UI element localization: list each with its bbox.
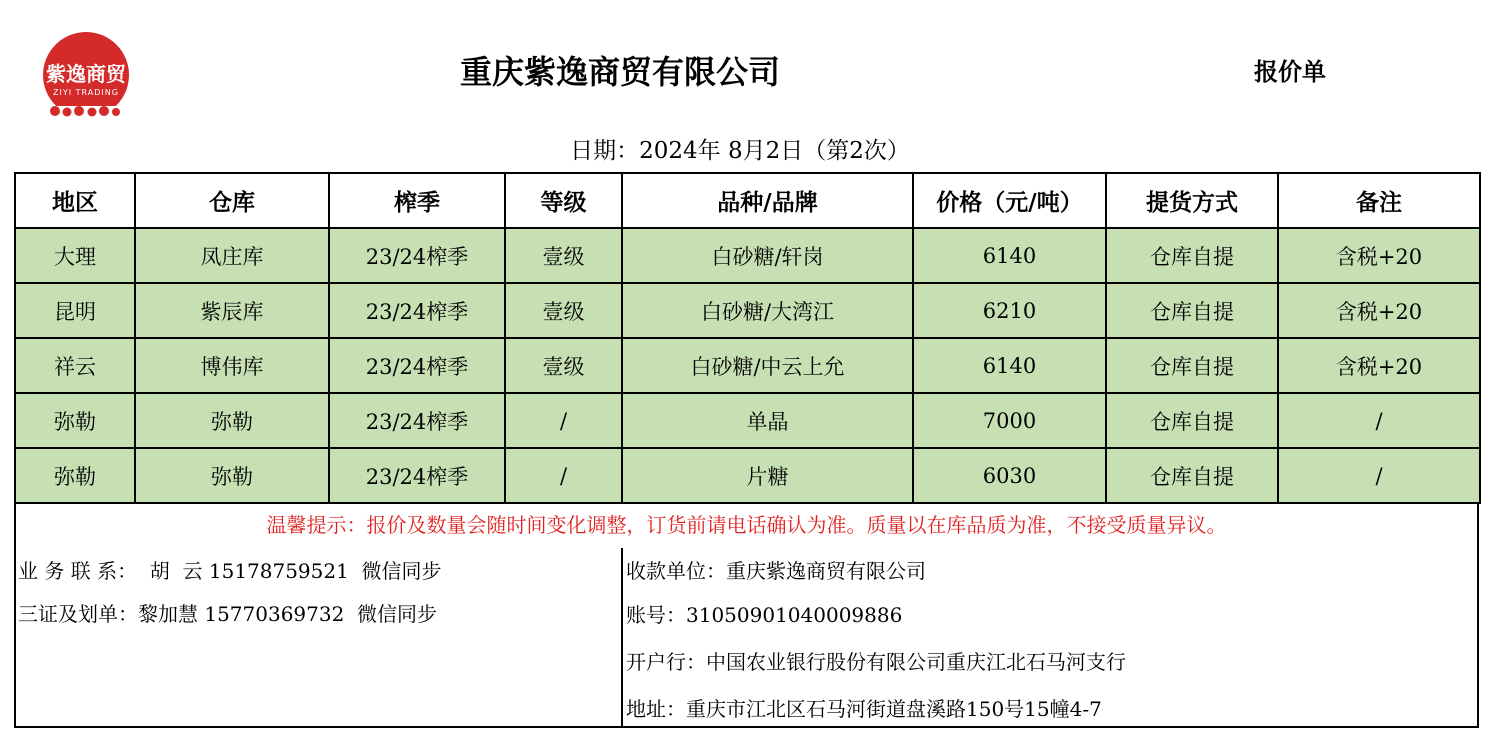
- cell-price: 7000: [913, 393, 1106, 448]
- cell-pickup-method: 仓库自提: [1106, 448, 1278, 503]
- cell-variety-brand: 白砂糖/中云上允: [622, 338, 913, 393]
- cell-season: 23/24榨季: [329, 393, 505, 448]
- cell-warehouse: 博伟库: [135, 338, 329, 393]
- logo-text: 紫逸商贸: [46, 62, 126, 86]
- cell-price: 6030: [913, 448, 1106, 503]
- cell-grade: 壹级: [505, 228, 622, 283]
- table-row: [15, 228, 1480, 283]
- account-value: 31050901040009886: [686, 603, 903, 627]
- cell-region: 弥勒: [15, 393, 135, 448]
- cell-pickup-method: 仓库自提: [1106, 283, 1278, 338]
- cell-remarks: /: [1278, 448, 1480, 503]
- footer-info-box: [14, 502, 1479, 728]
- account-label: 账号：: [626, 603, 686, 627]
- cell-region: 弥勒: [15, 448, 135, 503]
- table-row: [15, 283, 1480, 338]
- cell-price: 6140: [913, 338, 1106, 393]
- cell-grade: 壹级: [505, 283, 622, 338]
- cell-variety-brand: 白砂糖/大湾江: [622, 283, 913, 338]
- logo-subtext: ZIYI TRADING: [53, 88, 119, 97]
- table-row: [15, 448, 1480, 503]
- table-row: [15, 338, 1480, 393]
- cell-season: 23/24榨季: [329, 338, 505, 393]
- contact-documents: [18, 601, 437, 627]
- cell-remarks: /: [1278, 393, 1480, 448]
- cell-season: 23/24榨季: [329, 283, 505, 338]
- cell-remarks: 含税+20: [1278, 228, 1480, 283]
- bank-label: 开户行：: [626, 650, 706, 674]
- cell-variety-brand: 白砂糖/轩岗: [622, 228, 913, 283]
- payee-label: 收款单位：: [626, 559, 726, 583]
- column-header-region: 地区: [15, 173, 135, 228]
- cell-grade: 壹级: [505, 338, 622, 393]
- cell-remarks: 含税+20: [1278, 338, 1480, 393]
- cell-warehouse: 紫辰库: [135, 283, 329, 338]
- address-value: 重庆市江北区石马河街道盘溪路150号15幢4-7: [686, 697, 1102, 721]
- column-header-pickup-method: 提货方式: [1106, 173, 1278, 228]
- cell-region: 大理: [15, 228, 135, 283]
- cell-pickup-method: 仓库自提: [1106, 338, 1278, 393]
- cell-region: 昆明: [15, 283, 135, 338]
- table-header-row: [15, 173, 1480, 228]
- cell-variety-brand: 单晶: [622, 393, 913, 448]
- cell-season: 23/24榨季: [329, 228, 505, 283]
- column-header-warehouse: 仓库: [135, 173, 329, 228]
- contact-documents-value: 黎加慧 15770369732 微信同步: [138, 602, 438, 626]
- address-line: [626, 696, 1102, 722]
- cell-remarks: 含税+20: [1278, 283, 1480, 338]
- column-header-variety-brand: 品种/品牌: [622, 173, 913, 228]
- bank-value: 中国农业银行股份有限公司重庆江北石马河支行: [706, 650, 1126, 674]
- contact-business-label: 业 务 联 系：: [18, 559, 138, 583]
- address-label: 地址：: [626, 697, 686, 721]
- logo-badge-graphic: [30, 32, 143, 118]
- document-type: 报价单: [1254, 58, 1326, 86]
- column-header-price: 价格（元/吨）: [913, 173, 1106, 228]
- payee-value: 重庆紫逸商贸有限公司: [726, 559, 926, 583]
- column-header-remarks: 备注: [1278, 173, 1480, 228]
- cell-grade: /: [505, 448, 622, 503]
- contact-business-value: 胡 云 15178759521 微信同步: [137, 559, 442, 583]
- cell-pickup-method: 仓库自提: [1106, 393, 1278, 448]
- column-header-season: 榨季: [329, 173, 505, 228]
- company-logo: [30, 32, 143, 118]
- cell-warehouse: 凤庄库: [135, 228, 329, 283]
- payee-line: [626, 558, 926, 584]
- contact-documents-label: 三证及划单：: [18, 602, 138, 626]
- account-line: [626, 602, 902, 628]
- quote-date: 日期：2024年 8月2日（第2次）: [570, 138, 910, 164]
- contact-business: [18, 558, 442, 584]
- cell-grade: /: [505, 393, 622, 448]
- price-table: [14, 172, 1481, 504]
- bank-line: [626, 649, 1126, 675]
- cell-variety-brand: 片糖: [622, 448, 913, 503]
- table-row: [15, 393, 1480, 448]
- cell-price: 6210: [913, 283, 1106, 338]
- company-title: 重庆紫逸商贸有限公司: [459, 53, 780, 91]
- cell-season: 23/24榨季: [329, 448, 505, 503]
- cell-warehouse: 弥勒: [135, 448, 329, 503]
- cell-price: 6140: [913, 228, 1106, 283]
- notice-text: 温馨提示：报价及数量会随时间变化调整，订货前请电话确认为准。质量以在库品质为准，不接受质量异议。: [266, 513, 1227, 537]
- footer-divider: [621, 548, 623, 726]
- cell-warehouse: 弥勒: [135, 393, 329, 448]
- column-header-grade: 等级: [505, 173, 622, 228]
- cell-pickup-method: 仓库自提: [1106, 228, 1278, 283]
- cell-region: 祥云: [15, 338, 135, 393]
